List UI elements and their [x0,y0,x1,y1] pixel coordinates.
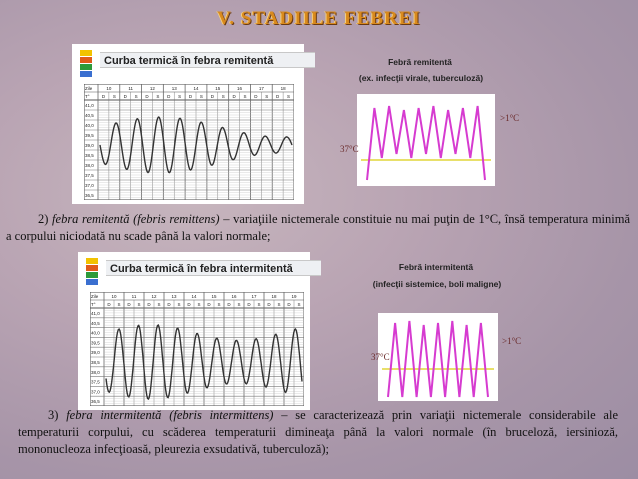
day-label: 13 [171,294,177,299]
zigzag-line [367,106,485,180]
day-label: 16 [231,294,237,299]
y-tick-label: 40,0 [85,123,94,128]
day-label: 19 [291,294,297,299]
day-label: 11 [131,294,137,299]
ds-label: D [167,94,171,99]
ds-label: D [287,302,291,307]
ds-label: S [178,94,182,99]
y-tick-label: 37,5 [85,173,94,178]
term: febra intermitentă (febris intermittens) [66,408,274,422]
paragraph-text: – variaţiile nictemerale constituie nu mai puţin de 1°C, însă temperatura minimă a corpului niciodată nu scade până la valori normale; [6,212,631,243]
ds-label: S [199,94,203,99]
y-tick-label: 41,0 [85,103,94,108]
paragraph-text: – se caracterizează prin variaţii nictemerale considerabile ale temperaturii corpului, cu scăderea temperaturii dimineaţa până la valori normale (în bruceloză, iersinioză, mononucleoza infecţioasă, pleurezia exsudativă, tuberculoză); [18,408,619,456]
day-label: 11 [128,86,134,91]
ds-label: S [237,302,241,307]
header-label: T° [85,94,90,99]
ds-label: D [123,94,127,99]
annotation-title: Febră remitentă [388,57,452,67]
day-label: 14 [191,294,197,299]
y-tick-label: 39,5 [85,133,94,138]
paragraph-intermittent [18,407,618,458]
header-label: Zile [85,86,93,91]
ds-label: S [156,94,160,99]
day-label: 12 [151,294,157,299]
temperature-chart-grid [84,84,294,200]
ds-label: S [217,302,221,307]
y-tick-label: 38,0 [91,369,100,375]
y-tick-label: 38,5 [91,360,100,365]
ds-label: S [197,302,201,307]
ds-label: D [167,302,171,307]
ds-label: S [277,302,281,307]
ds-label: D [267,302,271,307]
y-tick-label: 38,0 [85,163,94,168]
ds-label: D [276,94,280,99]
y-tick-label: 37,0 [91,389,100,395]
zigzag-curve [378,313,498,401]
ds-label: S [157,302,161,307]
chart-caption: Curba termică în febra remitentă [100,52,315,68]
ds-label: S [177,302,181,307]
ds-label: S [221,94,225,99]
paragraph-number: 2) [38,212,49,226]
zigzag-line [388,321,488,397]
ds-label: D [127,302,131,307]
ds-label: S [257,302,261,307]
ds-label: S [297,302,301,307]
y-tick-label: 41,0 [91,311,100,316]
baseline-label: 37°C [340,144,359,154]
paragraph-remittent [6,211,630,245]
ds-label: D [145,94,149,99]
day-label: 17 [251,294,257,299]
day-label: 17 [258,86,264,91]
remittent-mini-plot [357,94,495,186]
ds-label: D [147,302,151,307]
day-label: 15 [211,294,217,299]
ds-label: D [188,94,193,99]
ds-label: D [232,94,236,99]
day-label: 14 [193,86,199,91]
y-tick-label: 39,0 [91,350,100,356]
ds-label: D [247,302,251,307]
y-tick-label: 40,0 [91,330,100,336]
ds-label: S [137,302,141,307]
ds-label: S [243,94,247,99]
ds-label: D [254,94,258,99]
chart-header [78,252,310,288]
ds-label: D [101,94,106,99]
ds-label: D [187,302,191,307]
y-tick-label: 39,5 [91,340,100,346]
day-label: 13 [171,86,177,91]
y-tick-label: 40,5 [85,113,94,118]
day-label: 15 [215,86,221,91]
paragraph-number: 3) [48,408,59,422]
baseline-label: 37°C [371,352,390,362]
annotation-subtitle: (infecţii sistemice, boli maligne) [372,279,502,289]
y-tick-label: 36,5 [85,193,94,198]
y-tick-label: 36,5 [91,399,100,405]
ds-label: D [107,302,111,307]
slide-title: V. STADIILE FEBREI [217,8,421,29]
ds-label: S [287,94,291,99]
intermittent-mini-plot [378,313,498,401]
y-tick-label: 40,5 [91,320,100,326]
remittent-chart-panel [72,44,304,204]
day-label: 16 [237,86,243,91]
y-tick-label: 39,0 [85,143,94,148]
delta-label: >1°C [500,113,520,123]
y-tick-label: 37,0 [85,183,94,188]
ds-label: S [117,302,121,307]
header-label: T° [91,302,96,307]
ds-label: S [134,94,138,99]
day-label: 18 [271,294,277,299]
logo-icon [80,50,92,76]
chart-caption: Curba termică în febra intermitentă [106,260,321,276]
ds-label: S [112,94,116,99]
logo-icon [86,258,98,284]
ds-label: S [265,94,269,99]
chart-header [72,44,304,80]
term: febra remitentă (febris remittens) [52,212,220,226]
zigzag-curve [357,94,495,186]
intermittent-chart-panel [78,252,310,410]
ds-label: D [207,302,211,307]
annotation-subtitle: (ex. infecţii virale, tuberculoză) [358,73,484,83]
day-label: 12 [149,86,155,91]
y-tick-label: 37,5 [91,379,100,385]
y-tick-label: 38,5 [85,153,94,158]
day-label: 10 [111,294,117,299]
annotation-title: Febră intermitentă [398,262,474,272]
ds-label: D [210,94,214,99]
ds-label: D [227,302,231,307]
temperature-chart-grid [90,292,304,406]
delta-label: >1°C [502,336,522,346]
header-label: Zile [91,294,99,299]
day-label: 18 [280,86,286,91]
day-label: 10 [106,86,112,91]
